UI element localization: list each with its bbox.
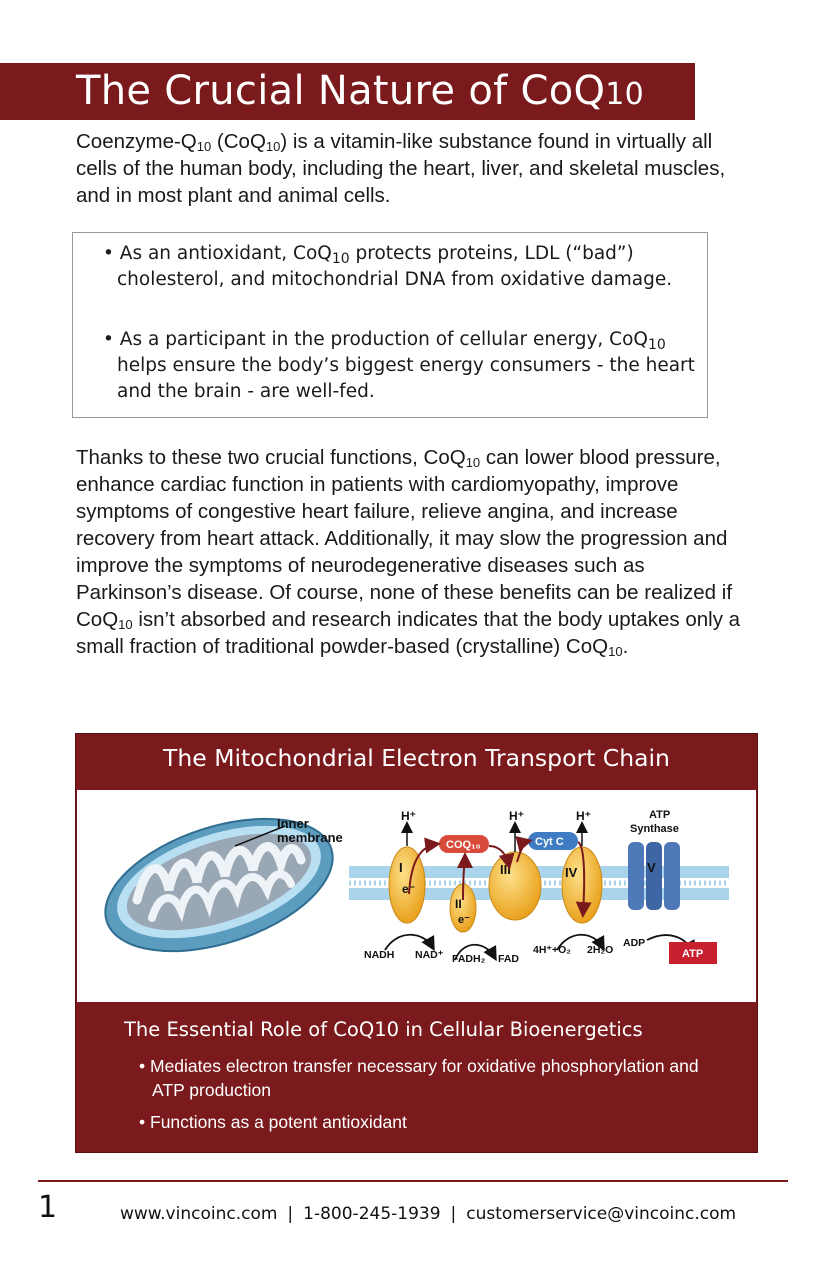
complex-2-label: II bbox=[455, 897, 462, 911]
etc-diagram bbox=[77, 790, 756, 1002]
atp-synthase-label-1: ATP bbox=[649, 809, 671, 821]
fadh2-label: FADH₂ bbox=[452, 953, 486, 965]
atp-synthase bbox=[628, 842, 680, 910]
website-link[interactable]: www.vincoinc.com bbox=[120, 1204, 278, 1224]
complex-5-label: V bbox=[647, 860, 656, 875]
proton-label-1: H⁺ bbox=[401, 809, 416, 823]
title-subscript: 10 bbox=[605, 77, 645, 112]
footer-contact bbox=[120, 1204, 736, 1224]
atp-synthase-label-2: Synthase bbox=[630, 823, 679, 835]
inner-membrane-label-2: membrane bbox=[277, 830, 343, 845]
mitochondrion-icon bbox=[89, 793, 349, 976]
etc-panel bbox=[75, 733, 758, 1153]
email-link[interactable]: customerservice@vincoinc.com bbox=[466, 1204, 737, 1224]
complex-4 bbox=[562, 847, 602, 923]
complex-4-label: IV bbox=[565, 865, 578, 880]
nadh-label: NADH bbox=[364, 949, 395, 961]
inner-membrane-label: Inner bbox=[277, 816, 309, 831]
oxygen-label: 4H⁺+O₂ bbox=[533, 944, 571, 956]
role-point-1: • Mediates electron transfer necessary for oxidative phosphorylation and ATP production bbox=[139, 1056, 699, 1100]
etc-diagram-svg bbox=[77, 790, 756, 1002]
role-point-2: • Functions as a potent antioxidant bbox=[139, 1112, 407, 1132]
complex-1-label: I bbox=[399, 860, 403, 875]
intro-paragraph: Coenzyme-$Q_{10}$ (CoQ$_{10}$) is a vitamin-like substance found in virtually all cells of the human body, including the heart, liver, and skeletal muscles, and in most plant and animal cells. bbox=[76, 130, 726, 207]
fad-label: FAD bbox=[498, 953, 519, 965]
page-number: 1 bbox=[38, 1190, 58, 1225]
panel-title: The Mitochondrial Electron Transport Chain bbox=[163, 744, 670, 772]
electron-label-1: e⁻ bbox=[402, 882, 416, 896]
cytc-label: Cyt C bbox=[535, 836, 564, 848]
proton-label-3: H⁺ bbox=[576, 809, 591, 823]
complex-3 bbox=[489, 852, 541, 920]
functions-paragraph: Thanks to these two crucial functions, CoQ$_{10}$ can lower blood pressure, enhance cardiac function in patients with cardiomyopathy, improve symptoms of congestive heart failure, relieve angina, and increase recovery from heart attack. Additionally, it may slow the progression and improve the symptoms of neurodegenerative diseases such as Parkinson’s disease. Of course, none of these benefits can be realized if CoQ$_{10}$ isn’t absorbed and research indicates that the body uptakes only a small fraction of traditional powder-based (crystalline) CoQ$_{10}$. bbox=[76, 446, 741, 659]
water-label: 2H₂O bbox=[587, 944, 614, 956]
electron-label-2: e⁻ bbox=[458, 914, 470, 926]
adp-label: ADP bbox=[623, 937, 646, 949]
atp-label: ATP bbox=[682, 948, 704, 960]
complex-3-label: III bbox=[500, 862, 511, 877]
benefits-box bbox=[72, 232, 708, 418]
nad-label: NAD⁺ bbox=[415, 949, 444, 961]
panel-subtitle: The Essential Role of CoQ10 in Cellular Bioenergetics bbox=[124, 1018, 643, 1041]
benefit-antioxidant: • As an antioxidant, CoQ$_{10}$ protects proteins, LDL (“bad”) cholesterol, and mitochondrial DNA from oxidative damage. bbox=[103, 243, 673, 290]
title-bar bbox=[0, 63, 695, 120]
footer-divider bbox=[38, 1180, 788, 1182]
phone-number: 1-800-245-1939 bbox=[303, 1204, 441, 1224]
page-title: The Crucial Nature of CoQ10 bbox=[76, 68, 645, 114]
coq10-label: COQ₁₀ bbox=[446, 839, 481, 851]
benefit-energy: • As a participant in the production of cellular energy, CoQ$_{10}$ helps ensure the body’s biggest energy consumers - the heart and the brain - are well-fed. bbox=[103, 329, 695, 402]
footer-separator-1: | bbox=[287, 1204, 294, 1224]
footer-separator-2: | bbox=[450, 1204, 457, 1224]
proton-label-2: H⁺ bbox=[509, 809, 524, 823]
